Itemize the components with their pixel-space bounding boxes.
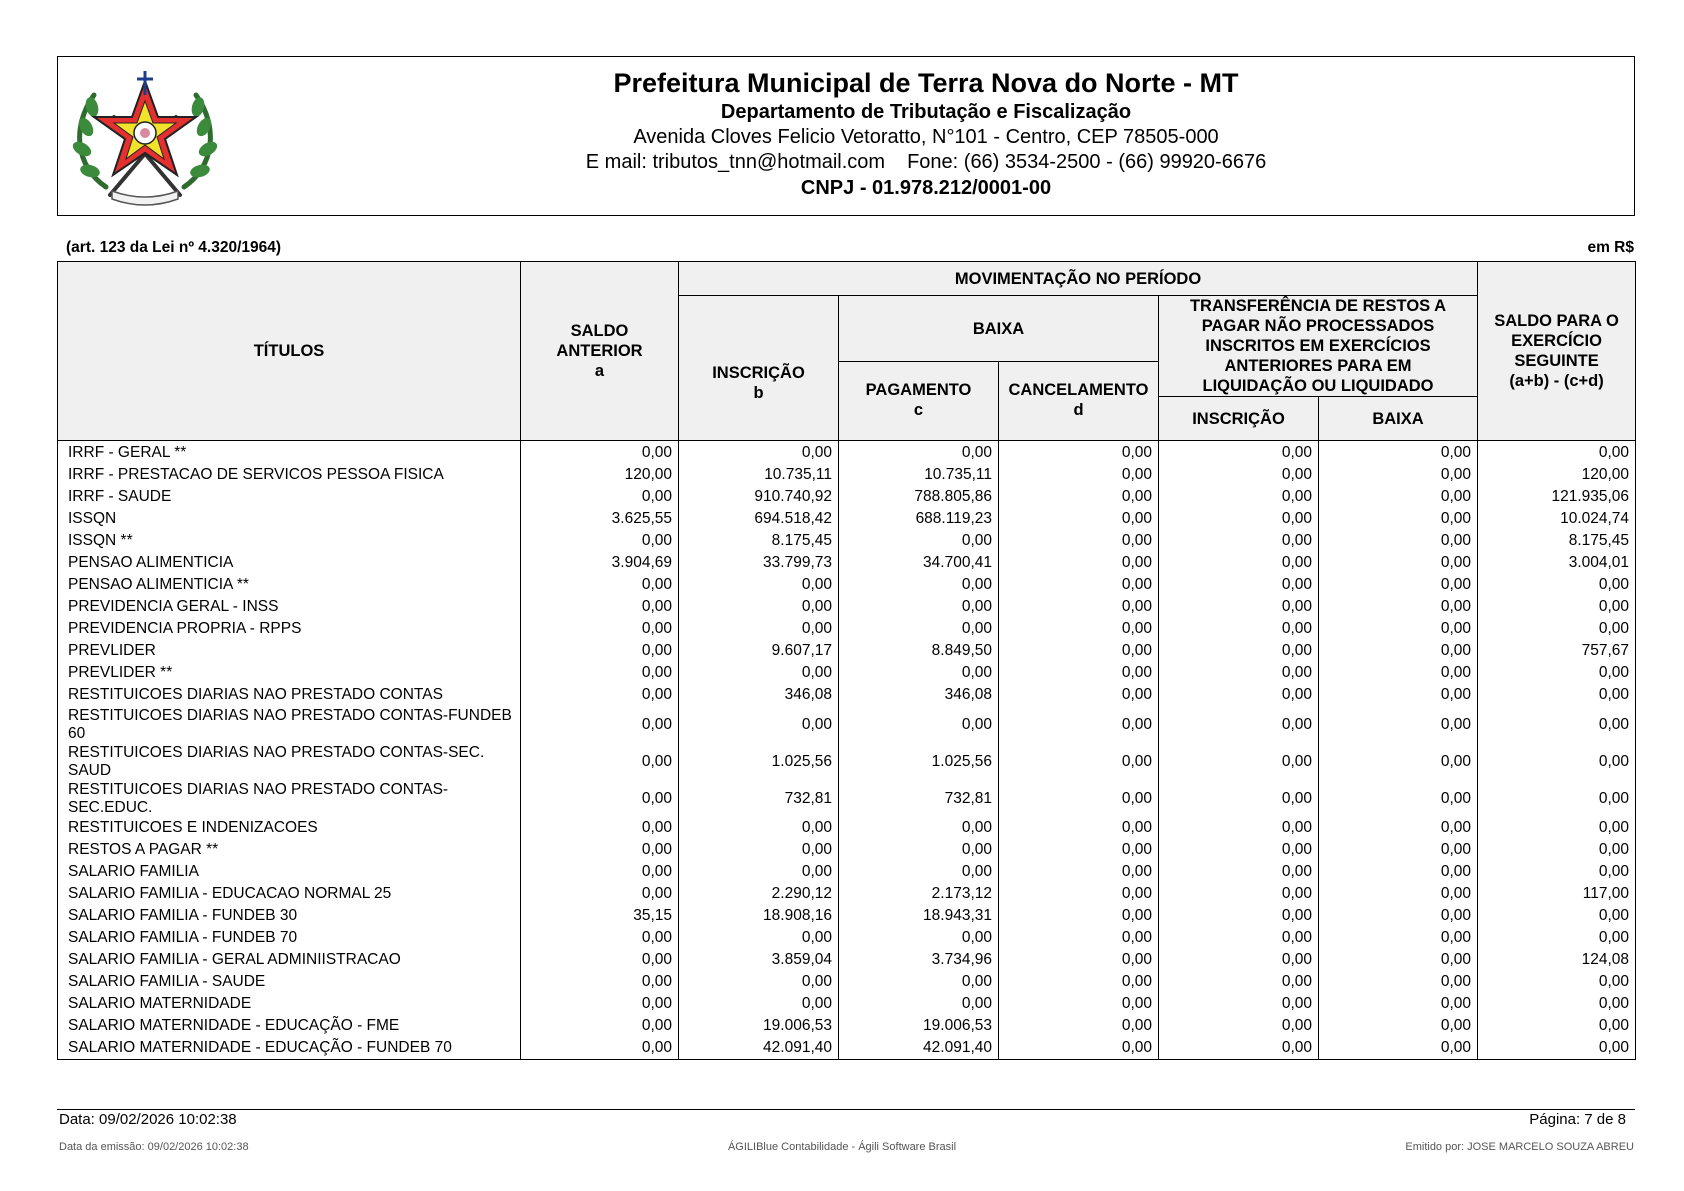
cell-saldo-anterior: 0,00 <box>521 971 679 993</box>
inscricao-label: INSCRIÇÃO <box>712 364 805 382</box>
cell-transf-baixa: 0,00 <box>1319 743 1478 780</box>
municipal-coat-of-arms-logo <box>66 67 224 209</box>
cell-saldo-anterior: 3.904,69 <box>521 552 679 574</box>
footer-date: Data: 09/02/2026 10:02:38 <box>59 1111 237 1128</box>
cell-titulo: RESTITUICOES E INDENIZACOES <box>58 817 521 839</box>
cell-transf-baixa: 0,00 <box>1319 949 1478 971</box>
table-row <box>58 464 1636 486</box>
cell-saldo-seguinte: 0,00 <box>1478 1037 1636 1060</box>
cell-transf-baixa: 0,00 <box>1319 508 1478 530</box>
cell-cancelamento: 0,00 <box>999 618 1159 640</box>
software-credit: ÁGILIBlue Contabilidade - Ágili Software Brasil <box>727 1141 957 1153</box>
cell-saldo-anterior: 0,00 <box>521 839 679 861</box>
cell-saldo-anterior: 120,00 <box>521 464 679 486</box>
cell-transf-baixa: 0,00 <box>1319 1015 1478 1037</box>
cell-titulo: SALARIO FAMILIA - EDUCACAO NORMAL 25 <box>58 883 521 905</box>
table-row <box>58 706 1636 743</box>
cell-titulo: PENSAO ALIMENTICIA <box>58 552 521 574</box>
cell-cancelamento: 0,00 <box>999 905 1159 927</box>
cell-pagamento: 1.025,56 <box>839 743 999 780</box>
cell-transf-baixa: 0,00 <box>1319 486 1478 508</box>
cell-cancelamento: 0,00 <box>999 486 1159 508</box>
col-header-cancelamento <box>999 362 1159 441</box>
header-text-block <box>218 67 1634 201</box>
cell-cancelamento: 0,00 <box>999 684 1159 706</box>
cell-cancelamento: 0,00 <box>999 927 1159 949</box>
cell-saldo-seguinte: 0,00 <box>1478 993 1636 1015</box>
cell-inscricao: 2.290,12 <box>679 883 839 905</box>
cell-saldo-anterior: 0,00 <box>521 927 679 949</box>
cell-inscricao: 19.006,53 <box>679 1015 839 1037</box>
cell-transf-baixa: 0,00 <box>1319 464 1478 486</box>
cell-transf-baixa: 0,00 <box>1319 618 1478 640</box>
cell-saldo-seguinte: 121.935,06 <box>1478 486 1636 508</box>
cell-transf-inscricao: 0,00 <box>1159 552 1319 574</box>
cell-pagamento: 0,00 <box>839 817 999 839</box>
cell-pagamento: 42.091,40 <box>839 1037 999 1060</box>
cell-pagamento: 0,00 <box>839 574 999 596</box>
cell-transf-inscricao: 0,00 <box>1159 993 1319 1015</box>
cell-saldo-seguinte: 0,00 <box>1478 839 1636 861</box>
cell-saldo-seguinte: 0,00 <box>1478 441 1636 465</box>
cell-cancelamento: 0,00 <box>999 1015 1159 1037</box>
cell-titulo: SALARIO FAMILIA - GERAL ADMINIISTRACAO <box>58 949 521 971</box>
cell-pagamento: 0,00 <box>839 927 999 949</box>
cell-transf-baixa: 0,00 <box>1319 780 1478 817</box>
cell-transf-baixa: 0,00 <box>1319 993 1478 1015</box>
cell-saldo-seguinte: 0,00 <box>1478 780 1636 817</box>
cell-transf-baixa: 0,00 <box>1319 971 1478 993</box>
table-row <box>58 508 1636 530</box>
cell-titulo: SALARIO FAMILIA - SAUDE <box>58 971 521 993</box>
cell-saldo-seguinte: 0,00 <box>1478 662 1636 684</box>
cell-transf-inscricao: 0,00 <box>1159 486 1319 508</box>
cell-pagamento: 3.734,96 <box>839 949 999 971</box>
cell-pagamento: 0,00 <box>839 861 999 883</box>
cell-saldo-seguinte: 0,00 <box>1478 596 1636 618</box>
cell-transf-inscricao: 0,00 <box>1159 861 1319 883</box>
col-header-pagamento <box>839 362 999 441</box>
cell-inscricao: 732,81 <box>679 780 839 817</box>
cell-cancelamento: 0,00 <box>999 706 1159 743</box>
cell-saldo-seguinte: 0,00 <box>1478 971 1636 993</box>
department-name: Departamento de Tributação e Fiscalização <box>720 101 1132 123</box>
table-row <box>58 574 1636 596</box>
cell-saldo-seguinte: 3.004,01 <box>1478 552 1636 574</box>
contact-line <box>218 150 1634 175</box>
cell-cancelamento: 0,00 <box>999 464 1159 486</box>
cell-titulo: ISSQN <box>58 508 521 530</box>
cell-transf-baixa: 0,00 <box>1319 441 1478 465</box>
cell-cancelamento: 0,00 <box>999 743 1159 780</box>
cell-saldo-seguinte: 8.175,45 <box>1478 530 1636 552</box>
cell-titulo: SALARIO MATERNIDADE - EDUCAÇÃO - FUNDEB 70 <box>58 1037 521 1060</box>
cell-titulo: PREVIDENCIA PROPRIA - RPPS <box>58 618 521 640</box>
cell-cancelamento: 0,00 <box>999 949 1159 971</box>
cell-saldo-anterior: 3.625,55 <box>521 508 679 530</box>
cell-titulo: ISSQN ** <box>58 530 521 552</box>
cell-transf-baixa: 0,00 <box>1319 839 1478 861</box>
cell-titulo: RESTOS A PAGAR ** <box>58 839 521 861</box>
cell-transf-inscricao: 0,00 <box>1159 441 1319 465</box>
cell-transf-inscricao: 0,00 <box>1159 596 1319 618</box>
cell-titulo: IRRF - PRESTACAO DE SERVICOS PESSOA FISICA <box>58 464 521 486</box>
table-header <box>58 262 1636 441</box>
col-header-saldo-seguinte <box>1478 262 1636 441</box>
cell-saldo-anterior: 0,00 <box>521 1037 679 1060</box>
cell-saldo-anterior: 0,00 <box>521 883 679 905</box>
inscricao-key: b <box>753 384 764 402</box>
cell-cancelamento: 0,00 <box>999 508 1159 530</box>
email-text: E mail: tributos_tnn@hotmail.com <box>585 151 886 173</box>
cell-saldo-anterior: 0,00 <box>521 662 679 684</box>
table-row <box>58 743 1636 780</box>
cell-transf-inscricao: 0,00 <box>1159 530 1319 552</box>
cell-saldo-seguinte: 757,67 <box>1478 640 1636 662</box>
cell-transf-baixa: 0,00 <box>1319 861 1478 883</box>
cell-saldo-seguinte: 0,00 <box>1478 817 1636 839</box>
cell-transf-inscricao: 0,00 <box>1159 839 1319 861</box>
cell-titulo: SALARIO FAMILIA - FUNDEB 70 <box>58 927 521 949</box>
cell-transf-inscricao: 0,00 <box>1159 574 1319 596</box>
cell-saldo-anterior: 0,00 <box>521 817 679 839</box>
table-row <box>58 441 1636 465</box>
cell-pagamento: 34.700,41 <box>839 552 999 574</box>
col-header-baixa: BAIXA <box>839 296 1159 362</box>
cell-pagamento: 0,00 <box>839 971 999 993</box>
cell-inscricao: 694.518,42 <box>679 508 839 530</box>
cell-saldo-anterior: 0,00 <box>521 574 679 596</box>
cell-saldo-anterior: 0,00 <box>521 596 679 618</box>
cell-pagamento: 732,81 <box>839 780 999 817</box>
cell-pagamento: 0,00 <box>839 993 999 1015</box>
cell-inscricao: 910.740,92 <box>679 486 839 508</box>
cell-saldo-anterior: 0,00 <box>521 486 679 508</box>
phone-text: Fone: (66) 3534-2500 - (66) 99920-6676 <box>907 151 1267 173</box>
cell-cancelamento: 0,00 <box>999 552 1159 574</box>
footer-page-number: Página: 7 de 8 <box>1529 1111 1626 1128</box>
emission-date: Data da emissão: 09/02/2026 10:02:38 <box>59 1141 249 1153</box>
cell-saldo-seguinte: 0,00 <box>1478 574 1636 596</box>
col-header-saldo-anterior <box>521 262 679 441</box>
cell-saldo-anterior: 0,00 <box>521 441 679 465</box>
cell-inscricao: 0,00 <box>679 971 839 993</box>
cell-saldo-anterior: 0,00 <box>521 706 679 743</box>
cell-transf-inscricao: 0,00 <box>1159 662 1319 684</box>
cancelamento-key: d <box>1073 401 1084 419</box>
cell-inscricao: 0,00 <box>679 927 839 949</box>
table-body <box>58 441 1636 1060</box>
cell-inscricao: 1.025,56 <box>679 743 839 780</box>
cell-inscricao: 8.175,45 <box>679 530 839 552</box>
cell-saldo-seguinte: 117,00 <box>1478 883 1636 905</box>
cell-cancelamento: 0,00 <box>999 640 1159 662</box>
cell-titulo: PREVIDENCIA GERAL - INSS <box>58 596 521 618</box>
cell-titulo: PREVLIDER ** <box>58 662 521 684</box>
table-row <box>58 927 1636 949</box>
table-row <box>58 839 1636 861</box>
table-row <box>58 817 1636 839</box>
currency-unit: em R$ <box>1587 239 1634 256</box>
cell-titulo: SALARIO MATERNIDADE <box>58 993 521 1015</box>
table-row <box>58 883 1636 905</box>
cell-transf-inscricao: 0,00 <box>1159 883 1319 905</box>
cell-inscricao: 346,08 <box>679 684 839 706</box>
col-header-movimentacao: MOVIMENTAÇÃO NO PERÍODO <box>679 262 1478 296</box>
saldo-seguinte-formula: (a+b) - (c+d) <box>1509 372 1604 390</box>
cell-saldo-seguinte: 0,00 <box>1478 861 1636 883</box>
cell-saldo-seguinte: 10.024,74 <box>1478 508 1636 530</box>
cell-inscricao: 0,00 <box>679 706 839 743</box>
cell-inscricao: 0,00 <box>679 817 839 839</box>
cell-titulo: SALARIO MATERNIDADE - EDUCAÇÃO - FME <box>58 1015 521 1037</box>
cell-saldo-seguinte: 120,00 <box>1478 464 1636 486</box>
cell-transf-baixa: 0,00 <box>1319 552 1478 574</box>
cell-saldo-anterior: 0,00 <box>521 618 679 640</box>
table-row <box>58 861 1636 883</box>
cell-inscricao: 0,00 <box>679 574 839 596</box>
cell-pagamento: 0,00 <box>839 662 999 684</box>
cell-inscricao: 0,00 <box>679 861 839 883</box>
cell-pagamento: 0,00 <box>839 839 999 861</box>
cell-titulo: PREVLIDER <box>58 640 521 662</box>
cell-transf-inscricao: 0,00 <box>1159 971 1319 993</box>
cell-pagamento: 18.943,31 <box>839 905 999 927</box>
table-row <box>58 552 1636 574</box>
cell-transf-inscricao: 0,00 <box>1159 508 1319 530</box>
pagamento-label: PAGAMENTO <box>865 381 972 399</box>
cell-pagamento: 19.006,53 <box>839 1015 999 1037</box>
cell-saldo-anterior: 0,00 <box>521 1015 679 1037</box>
cell-transf-inscricao: 0,00 <box>1159 640 1319 662</box>
cell-pagamento: 0,00 <box>839 530 999 552</box>
cell-inscricao: 0,00 <box>679 839 839 861</box>
cell-transf-baixa: 0,00 <box>1319 905 1478 927</box>
table-row <box>58 1015 1636 1037</box>
financial-table <box>57 261 1636 1060</box>
cell-pagamento: 0,00 <box>839 441 999 465</box>
cell-titulo: PENSAO ALIMENTICIA ** <box>58 574 521 596</box>
cell-inscricao: 42.091,40 <box>679 1037 839 1060</box>
table-row <box>58 618 1636 640</box>
cell-pagamento: 0,00 <box>839 596 999 618</box>
cell-inscricao: 0,00 <box>679 441 839 465</box>
table-row <box>58 684 1636 706</box>
cell-transf-inscricao: 0,00 <box>1159 905 1319 927</box>
cell-transf-baixa: 0,00 <box>1319 684 1478 706</box>
cell-inscricao: 0,00 <box>679 662 839 684</box>
cell-transf-inscricao: 0,00 <box>1159 618 1319 640</box>
col-header-transferencia: TRANSFERÊNCIA DE RESTOS A PAGAR NÃO PROCESSADOS INSCRITOS EM EXERCÍCIOS ANTERIORES PARA EM LIQUIDAÇÃO OU LIQUIDADO <box>1159 296 1478 397</box>
cell-transf-baixa: 0,00 <box>1319 596 1478 618</box>
cell-cancelamento: 0,00 <box>999 662 1159 684</box>
cell-cancelamento: 0,00 <box>999 441 1159 465</box>
table-row <box>58 780 1636 817</box>
col-header-inscricao <box>679 296 839 441</box>
cell-transf-inscricao: 0,00 <box>1159 780 1319 817</box>
cell-transf-inscricao: 0,00 <box>1159 706 1319 743</box>
cell-cancelamento: 0,00 <box>999 780 1159 817</box>
cell-cancelamento: 0,00 <box>999 574 1159 596</box>
table-row <box>58 905 1636 927</box>
municipality-title: Prefeitura Municipal de Terra Nova do Norte - MT <box>613 68 1239 98</box>
cell-titulo: RESTITUICOES DIARIAS NAO PRESTADO CONTAS-FUNDEB 60 <box>58 706 521 743</box>
cell-transf-inscricao: 0,00 <box>1159 927 1319 949</box>
saldo-anterior-label: SALDO ANTERIOR <box>556 322 643 360</box>
cell-transf-baixa: 0,00 <box>1319 883 1478 905</box>
cell-inscricao: 3.859,04 <box>679 949 839 971</box>
cell-transf-inscricao: 0,00 <box>1159 743 1319 780</box>
cell-transf-inscricao: 0,00 <box>1159 1015 1319 1037</box>
cell-inscricao: 0,00 <box>679 618 839 640</box>
cell-transf-inscricao: 0,00 <box>1159 949 1319 971</box>
cell-cancelamento: 0,00 <box>999 993 1159 1015</box>
cell-saldo-seguinte: 0,00 <box>1478 1015 1636 1037</box>
cell-saldo-seguinte: 124,08 <box>1478 949 1636 971</box>
table-row <box>58 596 1636 618</box>
cell-saldo-anterior: 0,00 <box>521 530 679 552</box>
cell-pagamento: 688.119,23 <box>839 508 999 530</box>
cell-inscricao: 10.735,11 <box>679 464 839 486</box>
cell-pagamento: 2.173,12 <box>839 883 999 905</box>
law-reference: (art. 123 da Lei nº 4.320/1964) <box>66 239 282 256</box>
address-line: Avenida Cloves Felicio Vetoratto, N°101 - Centro, CEP 78505-000 <box>633 126 1219 148</box>
saldo-seguinte-label: SALDO PARA O EXERCÍCIO SEGUINTE <box>1494 312 1619 370</box>
cell-titulo: IRRF - GERAL ** <box>58 441 521 465</box>
cell-transf-baixa: 0,00 <box>1319 1037 1478 1060</box>
cell-inscricao: 0,00 <box>679 993 839 1015</box>
cell-cancelamento: 0,00 <box>999 883 1159 905</box>
cell-cancelamento: 0,00 <box>999 861 1159 883</box>
cell-saldo-anterior: 0,00 <box>521 861 679 883</box>
col-header-transf-baixa: BAIXA <box>1319 397 1478 441</box>
cell-transf-baixa: 0,00 <box>1319 662 1478 684</box>
cell-cancelamento: 0,00 <box>999 1037 1159 1060</box>
cell-saldo-seguinte: 0,00 <box>1478 706 1636 743</box>
table-row <box>58 1037 1636 1060</box>
cell-saldo-seguinte: 0,00 <box>1478 684 1636 706</box>
cell-titulo: RESTITUICOES DIARIAS NAO PRESTADO CONTAS <box>58 684 521 706</box>
cell-transf-inscricao: 0,00 <box>1159 464 1319 486</box>
cancelamento-label: CANCELAMENTO <box>1008 381 1149 399</box>
cell-titulo: IRRF - SAUDE <box>58 486 521 508</box>
cell-cancelamento: 0,00 <box>999 817 1159 839</box>
saldo-anterior-key: a <box>594 362 605 380</box>
cell-titulo: RESTITUICOES DIARIAS NAO PRESTADO CONTAS-SEC. SAUD <box>58 743 521 780</box>
cell-transf-baixa: 0,00 <box>1319 574 1478 596</box>
cell-transf-baixa: 0,00 <box>1319 530 1478 552</box>
cell-saldo-seguinte: 0,00 <box>1478 618 1636 640</box>
cell-cancelamento: 0,00 <box>999 530 1159 552</box>
cell-pagamento: 8.849,50 <box>839 640 999 662</box>
footer-divider <box>57 1109 1635 1110</box>
cell-transf-inscricao: 0,00 <box>1159 684 1319 706</box>
table-row <box>58 486 1636 508</box>
table-row <box>58 971 1636 993</box>
col-header-transf-inscricao: INSCRIÇÃO <box>1159 397 1319 441</box>
cell-inscricao: 0,00 <box>679 596 839 618</box>
cell-transf-inscricao: 0,00 <box>1159 1037 1319 1060</box>
cell-cancelamento: 0,00 <box>999 839 1159 861</box>
cell-cancelamento: 0,00 <box>999 596 1159 618</box>
cell-pagamento: 0,00 <box>839 618 999 640</box>
cell-pagamento: 10.735,11 <box>839 464 999 486</box>
pagamento-key: c <box>913 401 924 419</box>
cell-inscricao: 18.908,16 <box>679 905 839 927</box>
table-row <box>58 530 1636 552</box>
cell-transf-baixa: 0,00 <box>1319 640 1478 662</box>
cell-saldo-anterior: 35,15 <box>521 905 679 927</box>
cell-saldo-anterior: 0,00 <box>521 780 679 817</box>
cell-saldo-anterior: 0,00 <box>521 949 679 971</box>
cell-transf-inscricao: 0,00 <box>1159 817 1319 839</box>
col-header-titulos: TÍTULOS <box>58 262 521 441</box>
cell-titulo: SALARIO FAMILIA - FUNDEB 30 <box>58 905 521 927</box>
cell-transf-baixa: 0,00 <box>1319 706 1478 743</box>
cnpj-line: CNPJ - 01.978.212/0001-00 <box>800 177 1052 199</box>
table-row <box>58 662 1636 684</box>
cell-saldo-anterior: 0,00 <box>521 993 679 1015</box>
cell-saldo-seguinte: 0,00 <box>1478 927 1636 949</box>
cell-saldo-anterior: 0,00 <box>521 743 679 780</box>
cell-pagamento: 788.805,86 <box>839 486 999 508</box>
table-row <box>58 993 1636 1015</box>
cell-saldo-anterior: 0,00 <box>521 684 679 706</box>
report-header <box>57 56 1635 216</box>
cell-pagamento: 346,08 <box>839 684 999 706</box>
cell-saldo-seguinte: 0,00 <box>1478 743 1636 780</box>
cell-inscricao: 9.607,17 <box>679 640 839 662</box>
issuer-name: Emitido por: JOSE MARCELO SOUZA ABREU <box>1405 1141 1634 1153</box>
cell-saldo-seguinte: 0,00 <box>1478 905 1636 927</box>
cell-transf-baixa: 0,00 <box>1319 927 1478 949</box>
cell-titulo: RESTITUICOES DIARIAS NAO PRESTADO CONTAS-SEC.EDUC. <box>58 780 521 817</box>
cell-inscricao: 33.799,73 <box>679 552 839 574</box>
cell-titulo: SALARIO FAMILIA <box>58 861 521 883</box>
cell-pagamento: 0,00 <box>839 706 999 743</box>
table-row <box>58 640 1636 662</box>
table-row <box>58 949 1636 971</box>
cell-transf-baixa: 0,00 <box>1319 817 1478 839</box>
cell-saldo-anterior: 0,00 <box>521 640 679 662</box>
cell-cancelamento: 0,00 <box>999 971 1159 993</box>
